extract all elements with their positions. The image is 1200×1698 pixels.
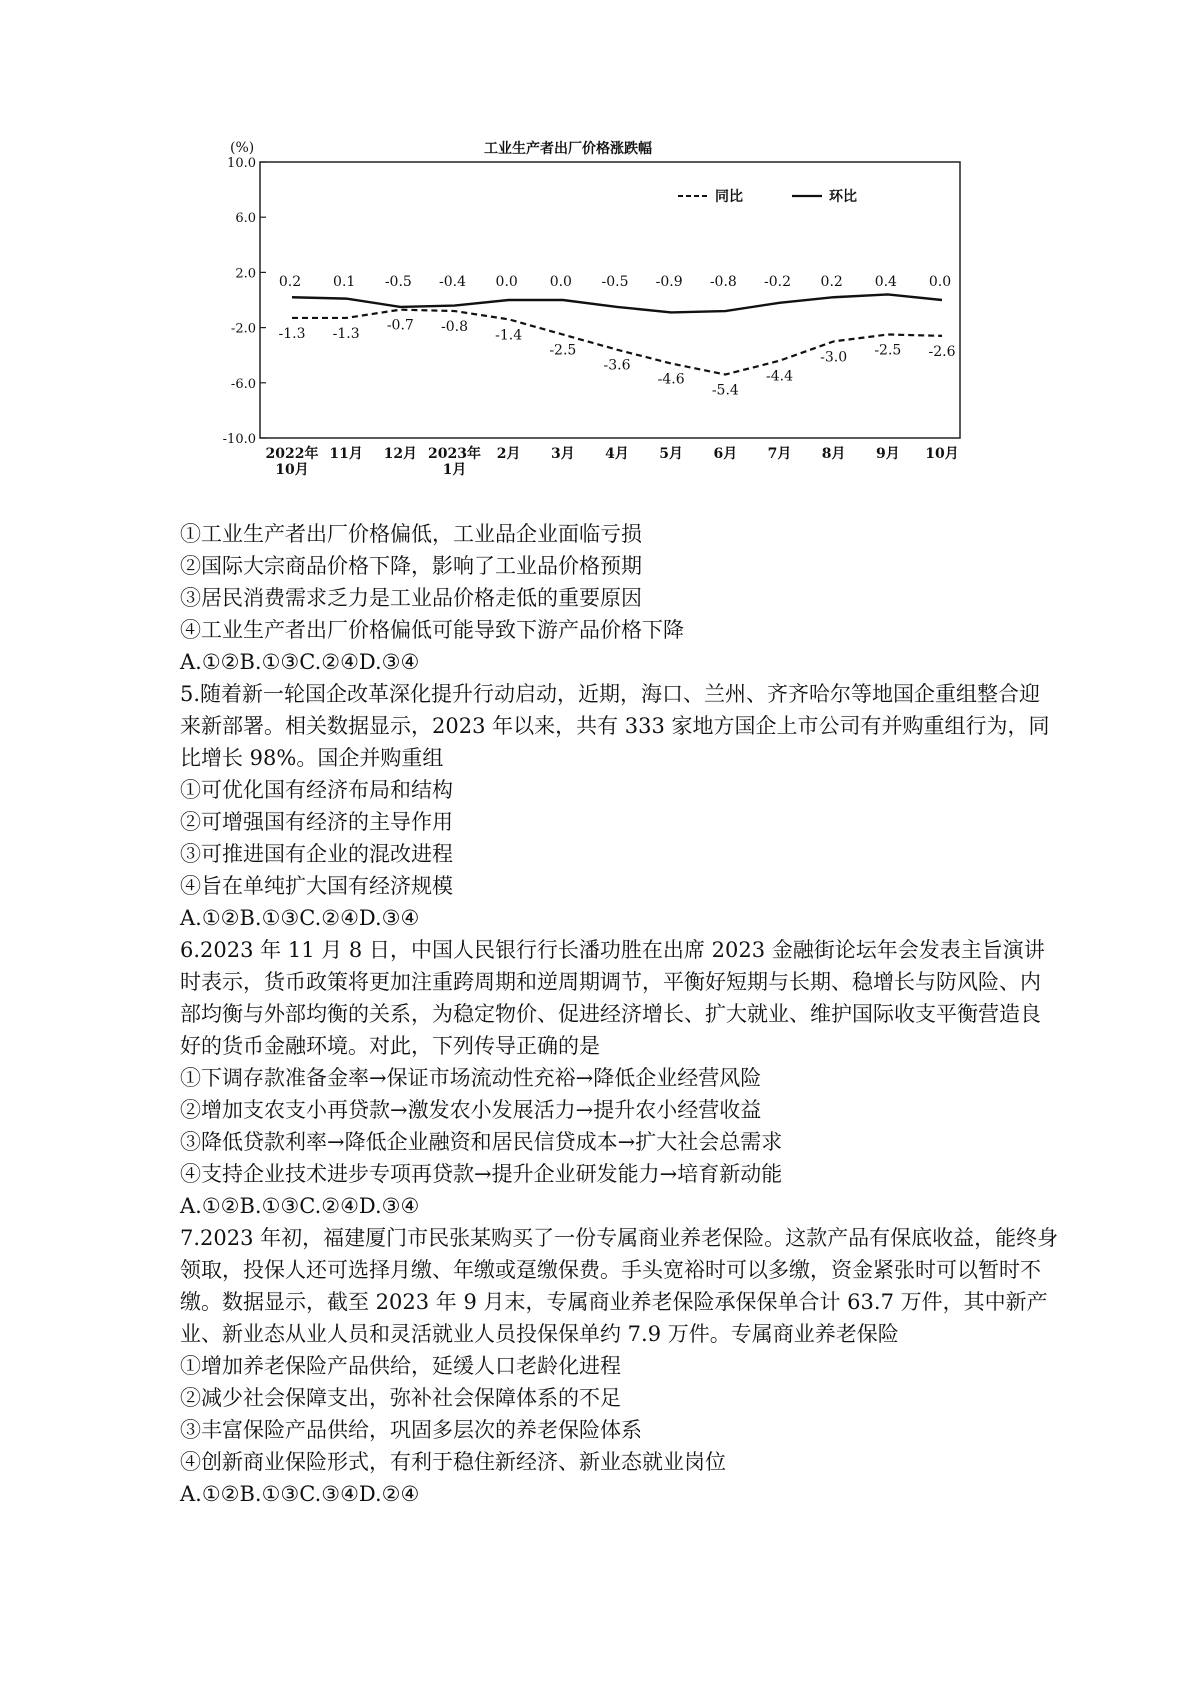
q5-option-3: ③可推进国有企业的混改进程: [180, 842, 453, 866]
x-tick-label: 9月: [875, 446, 900, 462]
q4-option-4: ④工业生产者出厂价格偏低可能导致下游产品价格下降: [180, 618, 684, 642]
series-line-mom: [292, 294, 942, 312]
legend-label-mom: 环比: [829, 189, 857, 205]
price-change-chart: [200, 140, 980, 520]
q7-option-3: ③丰富保险产品供给，巩固多层次的养老保险体系: [180, 1418, 642, 1442]
legend: [678, 189, 857, 205]
x-tick-label: 2023年: [428, 446, 481, 462]
data-label-yoy: -3.0: [820, 349, 848, 366]
data-label-mom: 0.0: [549, 274, 572, 290]
q6-option-2: ②增加支农支小再贷款→激发农小发展活力→提升农小经营收益: [180, 1098, 762, 1122]
y-tick-label: -6.0: [230, 376, 256, 392]
y-tick-label: -10.0: [222, 432, 256, 447]
data-label-yoy: -2.6: [928, 343, 956, 360]
data-label-mom: 0.4: [874, 274, 897, 290]
data-label-yoy: -4.4: [766, 368, 793, 385]
q7-option-1: ①增加养老保险产品供给，延缓人口老龄化进程: [180, 1354, 621, 1378]
x-tick-label: 1月: [442, 462, 467, 478]
q4-option-1: ①工业生产者出厂价格偏低，工业品企业面临亏损: [180, 522, 642, 546]
x-tick-label: 5月: [659, 446, 684, 462]
y-tick-label: -2.0: [230, 321, 256, 337]
legend-label-yoy: 同比: [715, 189, 743, 205]
data-label-mom: -0.4: [439, 274, 466, 290]
data-label-yoy: -0.7: [386, 317, 414, 334]
x-tick-label: 2022年: [265, 446, 319, 462]
q7-option-4: ④创新商业保险形式，有利于稳住新经济、新业态就业岗位: [180, 1450, 726, 1474]
x-axis-ticks: [266, 445, 959, 478]
q6-stem: 6.2023 年 11 月 8 日，中国人民银行行长潘功胜在出席 2023 金融街论坛年会发表主旨演讲时表示，货币政策将更加注重跨周期和逆周期调节，平衡好短期与长期、稳增长与防风险、内部均衡与外部均衡的关系，为稳定物价、促进经济增长、扩大就业、维护国际收支平衡营造良好的货币金融环境。对此，下列传导正确的是: [180, 938, 1045, 1058]
q7-choices: A.①②B.①③C.③④D.②④: [180, 1482, 420, 1506]
data-label-mom: -0.5: [601, 274, 629, 290]
x-tick-label: 3月: [550, 446, 575, 462]
q4-option-3: ③居民消费需求乏力是工业品价格走低的重要原因: [180, 586, 642, 610]
q6-option-1: ①下调存款准备金率→保证市场流动性充裕→降低企业经营风险: [180, 1066, 762, 1090]
data-label-mom: 0.2: [820, 274, 843, 290]
data-label-yoy: -5.4: [711, 382, 739, 399]
q7-stem: 7.2023 年初，福建厦门市民张某购买了一份专属商业养老保险。这款产品有保底收益，能终身领取，投保人还可选择月缴、年缴或趸缴保费。手头宽裕时可以多缴，资金紧张时可以暂时不缴。数据显示，截至 2023 年 9 月末，专属商业养老保险承保保单合计 63.7 万件，其中新产业、新业态从业人员和灵活就业人员投保保单约 7.9 万件。专属商业养老保险: [180, 1226, 1059, 1346]
y-tick-label: 2.0: [235, 266, 256, 282]
q6-option-4: ④支持企业技术进步专项再贷款→提升企业研发能力→培育新动能: [180, 1162, 783, 1186]
data-labels: [279, 274, 956, 399]
y-unit-label: (%): [230, 140, 255, 156]
x-tick-label: 12月: [383, 446, 418, 462]
chart-title: 工业生产者出厂价格涨跌幅: [484, 141, 652, 157]
q7-option-2: ②减少社会保障支出，弥补社会保障体系的不足: [180, 1386, 621, 1410]
y-tick-label: 10.0: [227, 156, 256, 171]
question-text: [180, 518, 1060, 1510]
x-tick-label: 4月: [605, 446, 629, 462]
data-label-yoy: -1.4: [495, 327, 523, 344]
q4-choices: A.①②B.①③C.②④D.③④: [180, 650, 420, 674]
x-tick-label: 8月: [821, 446, 846, 462]
data-label-yoy: -4.6: [657, 371, 685, 388]
data-label-yoy: -1.3: [332, 325, 360, 342]
q6-choices: A.①②B.①③C.②④D.③④: [180, 1194, 420, 1218]
data-label-mom: -0.2: [764, 274, 791, 290]
data-label-yoy: -1.3: [278, 325, 306, 342]
q6-option-3: ③降低贷款利率→降低企业融资和居民信贷成本→扩大社会总需求: [180, 1130, 783, 1154]
q5-choices: A.①②B.①③C.②④D.③④: [180, 906, 420, 930]
data-label-mom: 0.0: [495, 274, 518, 290]
x-tick-label: 7月: [767, 446, 792, 462]
data-label-yoy: -2.5: [549, 342, 577, 359]
data-label-mom: -0.5: [384, 274, 412, 290]
q5-option-4: ④旨在单纯扩大国有经济规模: [180, 874, 453, 898]
x-tick-label: 10月: [925, 446, 959, 462]
q5-option-1: ①可优化国有经济布局和结构: [180, 778, 453, 802]
q5-stem: 5.随着新一轮国企改革深化提升行动启动，近期，海口、兰州、齐齐哈尔等地国企重组整合迎来新部署。相关数据显示，2023 年以来，共有 333 家地方国企上市公司有并购重组行为，同比增长 98%。国企并购重组: [180, 682, 1050, 770]
data-label-yoy: -2.5: [874, 342, 902, 359]
data-label-mom: 0.2: [278, 274, 302, 290]
x-tick-label: 6月: [713, 446, 738, 462]
data-label-mom: -0.9: [655, 274, 683, 290]
q4-option-2: ②国际大宗商品价格下降，影响了工业品价格预期: [180, 554, 642, 578]
q5-option-2: ②可增强国有经济的主导作用: [180, 810, 453, 834]
data-label-mom: 0.1: [333, 274, 356, 290]
data-label-mom: -0.8: [709, 274, 737, 290]
data-label-yoy: -3.6: [603, 357, 631, 374]
data-label-mom: 0.0: [928, 274, 952, 290]
x-tick-label: 2月: [496, 446, 521, 462]
y-tick-label: 6.0: [235, 211, 256, 227]
data-label-yoy: -0.8: [441, 319, 468, 336]
x-tick-label: 11月: [329, 446, 363, 462]
x-tick-label: 10月: [275, 462, 309, 478]
